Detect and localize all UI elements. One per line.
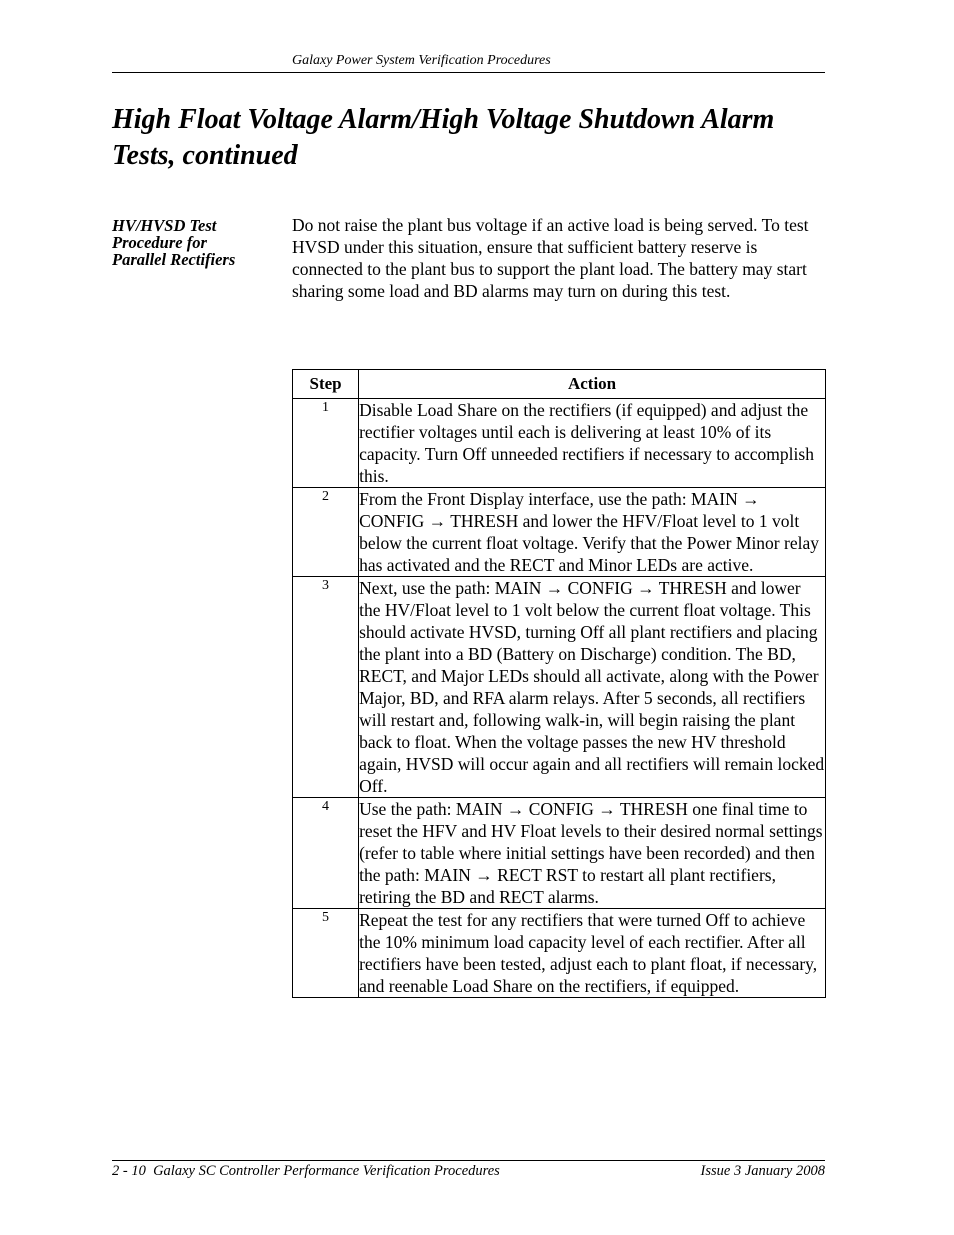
step-number: 2 (293, 488, 359, 577)
step-number: 5 (293, 909, 359, 998)
footer-issue-date: Issue 3 January 2008 (700, 1163, 825, 1179)
step-number: 3 (293, 577, 359, 798)
side-heading-line-1: HV/HVSD Test (112, 216, 217, 235)
step-action: Use the path: MAIN → CONFIG → THRESH one final time to reset the HFV and HV Float levels to their desired normal settings (refer to table where initial settings have been recorded) and then the path: MAIN → RECT RST to restart all plant rectifiers, retiring the BD and RECT alarms. (359, 798, 826, 909)
step-column-header: Step (293, 370, 359, 399)
side-heading-line-3: Parallel Rectifiers (112, 250, 236, 269)
table-header-row (293, 370, 826, 399)
side-heading (112, 217, 282, 268)
table-row (293, 399, 826, 488)
footer-page-info: 2 - 10 Galaxy SC Controller Performance Verification Procedures (112, 1163, 500, 1179)
step-action: From the Front Display interface, use the path: MAIN → CONFIG → THRESH and lower the HFV/Float level to 1 volt below the current float voltage. Verify that the Power Minor relay has activated and the RECT and Minor LEDs are active. (359, 488, 826, 577)
step-action: Disable Load Share on the rectifiers (if equipped) and adjust the rectifier voltages until each is delivering at least 10% of its capacity. Turn Off unneeded rectifiers if necessary to accomplish this. (359, 399, 826, 488)
procedure-table (292, 369, 826, 998)
header-rule (112, 72, 825, 73)
step-action: Next, use the path: MAIN → CONFIG → THRESH and lower the HV/Float level to 1 volt below the current float voltage. This should activate HVSD, turning Off all plant rectifiers and placing the plant into a BD (Battery on Discharge) condition. The BD, RECT, and Major LEDs should all activate, along with the Power Major, BD, and RFA alarm relays. After 5 seconds, all rectifiers will restart and, following walk-in, will begin raising the plant back to float. When the voltage passes the new HV threshold again, HVSD will occur again and all rectifiers will remain locked Off. (359, 578, 825, 796)
intro-paragraph: Do not raise the plant bus voltage if an active load is being served. To test HVSD under this situation, ensure that sufficient battery reserve is connected to the plant bus to support the plant load. The battery may start sharing some load and BD alarms may turn on during this test. (292, 215, 809, 301)
footer-rule (112, 1160, 825, 1161)
page-title: High Float Voltage Alarm/High Voltage Shutdown Alarm Tests, continued (112, 104, 775, 171)
step-action: Repeat the test for any rectifiers that were turned Off to achieve the 10% minimum load capacity level of each rectifier. After all rectifiers have been tested, adjust each to plant float, if necessary, and reenable Load Share on the rectifiers, if equipped. (359, 909, 826, 998)
table-row (293, 798, 826, 909)
table-row (293, 488, 826, 577)
running-header: Galaxy Power System Verification Procedures (292, 53, 551, 68)
step-number: 1 (293, 399, 359, 488)
step-number: 4 (293, 798, 359, 909)
table-row (293, 909, 826, 998)
side-heading-line-2: Procedure for (112, 233, 207, 252)
table-row (293, 577, 826, 798)
action-column-header: Action (359, 370, 826, 399)
